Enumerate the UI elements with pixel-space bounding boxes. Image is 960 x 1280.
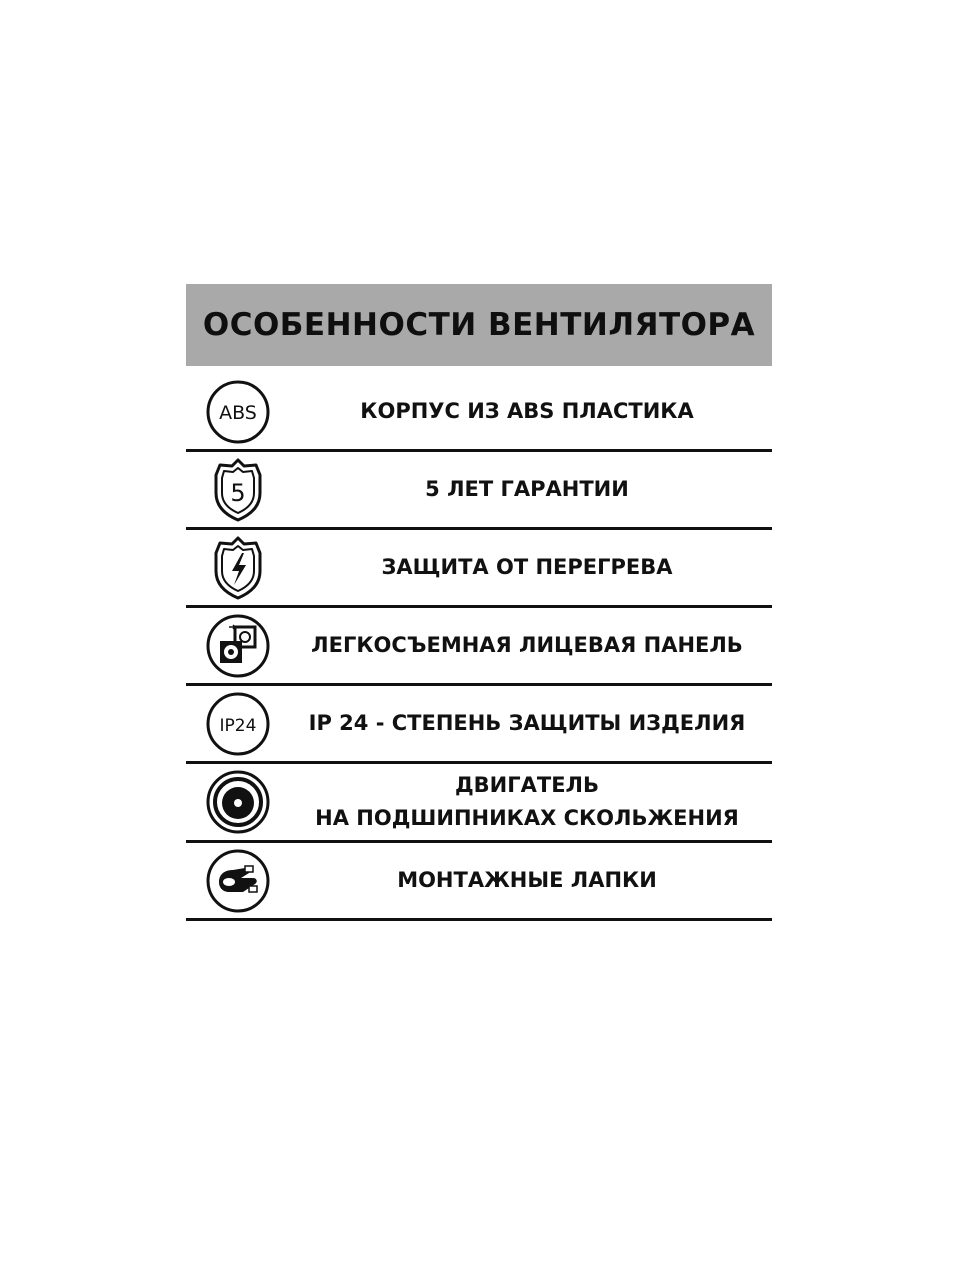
- feature-label-abs: КОРПУС ИЗ ABS ПЛАСТИКА: [360, 399, 694, 423]
- feature-label-motor-line1: ДВИГАТЕЛЬ: [454, 773, 600, 797]
- feature-row-abs: [186, 374, 772, 452]
- ip24-icon-text: IP24: [219, 715, 257, 736]
- feature-label-overheat: ЗАЩИТА ОТ ПЕРЕГРЕВА: [381, 555, 673, 579]
- features-header: [186, 284, 772, 366]
- feature-row-warranty: [186, 452, 772, 530]
- features-card: [186, 284, 772, 921]
- feature-row-mounting: [186, 843, 772, 921]
- warranty-shield-icon: [208, 457, 268, 523]
- mounting-bracket-icon: [205, 848, 271, 914]
- feature-row-overheat: [186, 530, 772, 608]
- bearing-motor-icon: [205, 769, 271, 835]
- page-title: ОСОБЕННОСТИ ВЕНТИЛЯТОРА: [202, 307, 756, 343]
- warranty-icon-text: 5: [230, 478, 246, 507]
- lightning-shield-icon: [208, 535, 268, 601]
- feature-label-ip24: IP 24 - СТЕПЕНЬ ЗАЩИТЫ ИЗДЕЛИЯ: [308, 711, 746, 735]
- ip24-badge-icon: [205, 691, 271, 757]
- feature-row-panel: [186, 608, 772, 686]
- feature-label-motor-line2: НА ПОДШИПНИКАХ СКОЛЬЖЕНИЯ: [315, 806, 739, 830]
- feature-label-warranty: 5 ЛЕТ ГАРАНТИИ: [425, 477, 629, 501]
- removable-panel-icon: [205, 613, 271, 679]
- feature-row-ip24: [186, 686, 772, 764]
- abs-icon-text: ABS: [219, 401, 257, 424]
- feature-label-panel: ЛЕГКОСЪЕМНАЯ ЛИЦЕВАЯ ПАНЕЛЬ: [311, 633, 743, 657]
- abs-badge-icon: [205, 379, 271, 445]
- feature-label-mounting: МОНТАЖНЫЕ ЛАПКИ: [397, 868, 657, 892]
- feature-row-motor: [186, 764, 772, 843]
